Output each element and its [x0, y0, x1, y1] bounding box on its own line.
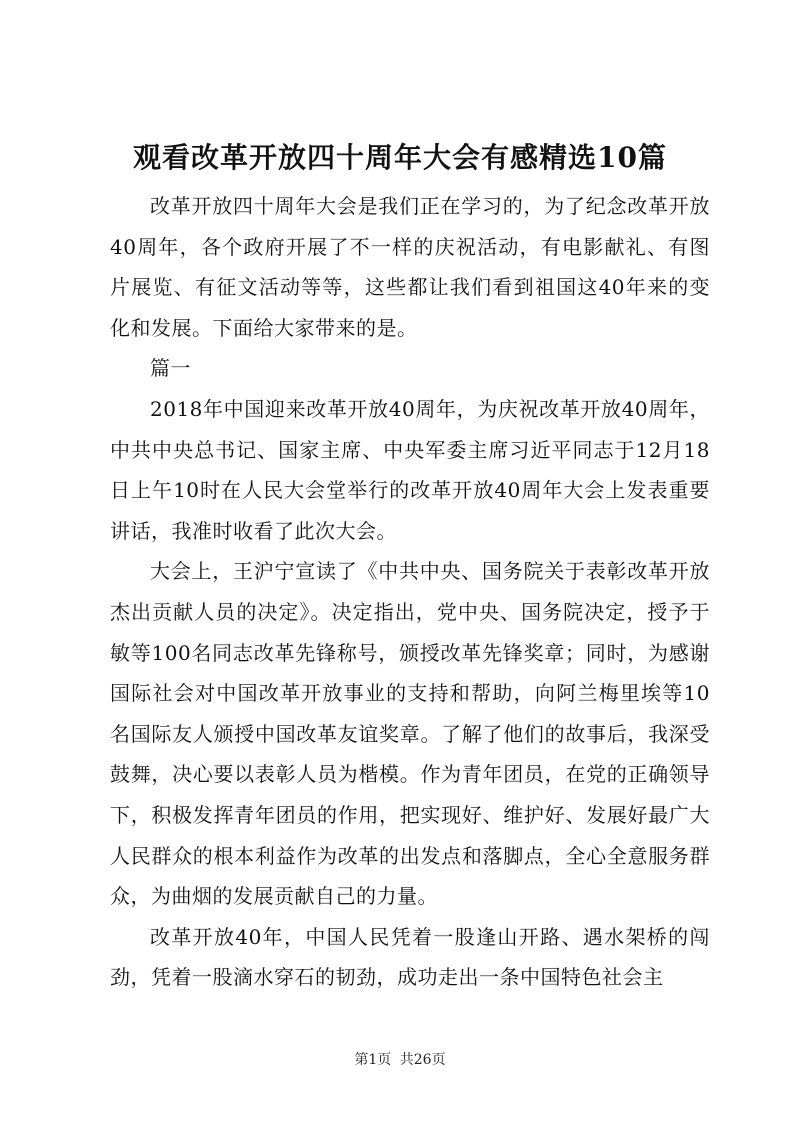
paragraph-intro: 改革开放四十周年大会是我们正在学习的，为了纪念改革开放40周年，各个政府开展了不一样的庆祝活动，有电影献礼、有图片展览、有征文活动等等，这些都让我们看到祖国这40年来的变化和发展。下面给大家带来的是。: [110, 194, 710, 340]
paragraph-3: 改革开放40年，中国人民凭着一股逢山开路、遇水架桥的闯劲，凭着一股滴水穿石的韧劲，成功走出一条中国特色社会主: [110, 924, 710, 990]
page-footer: [0, 1050, 800, 1070]
document-title: 观看改革开放四十周年大会有感精选10篇: [133, 141, 667, 174]
page-number: 第1页: [354, 1052, 392, 1068]
paragraph-2: 大会上，王沪宁宣读了《中共中央、国务院关于表彰改革开放杰出贡献人员的决定》。决定指出，党中央、国务院决定，授予于敏等100名同志改革先锋称号，颁授改革先锋奖章；同时，为感谢国际社会对中国改革开放事业的支持和帮助，向阿兰梅里埃等10名国际友人颁授中国改革友谊奖章。了解了他们的故事后，我深受鼓舞，决心要以表彰人员为楷模。作为青年团员，在党的正确领导下，积极发挥青年团员的作用，把实现好、维护好、发展好最广大人民群众的根本利益作为改革的出发点和落脚点，全心全意服务群众，为曲烟的发展贡献自己的力量。: [110, 559, 710, 909]
paragraph-1: 2018年中国迎来改革开放40周年，为庆祝改革开放40周年，中共中央总书记、国家主席、中央军委主席习近平同志于12月18日上午10时在人民大会堂举行的改革开放40周年大会上发表重要讲话，我准时收看了此次大会。: [110, 396, 710, 543]
document-body: [110, 186, 710, 998]
total-pages: 共26页: [399, 1052, 446, 1068]
section-heading: 篇一: [150, 356, 191, 381]
